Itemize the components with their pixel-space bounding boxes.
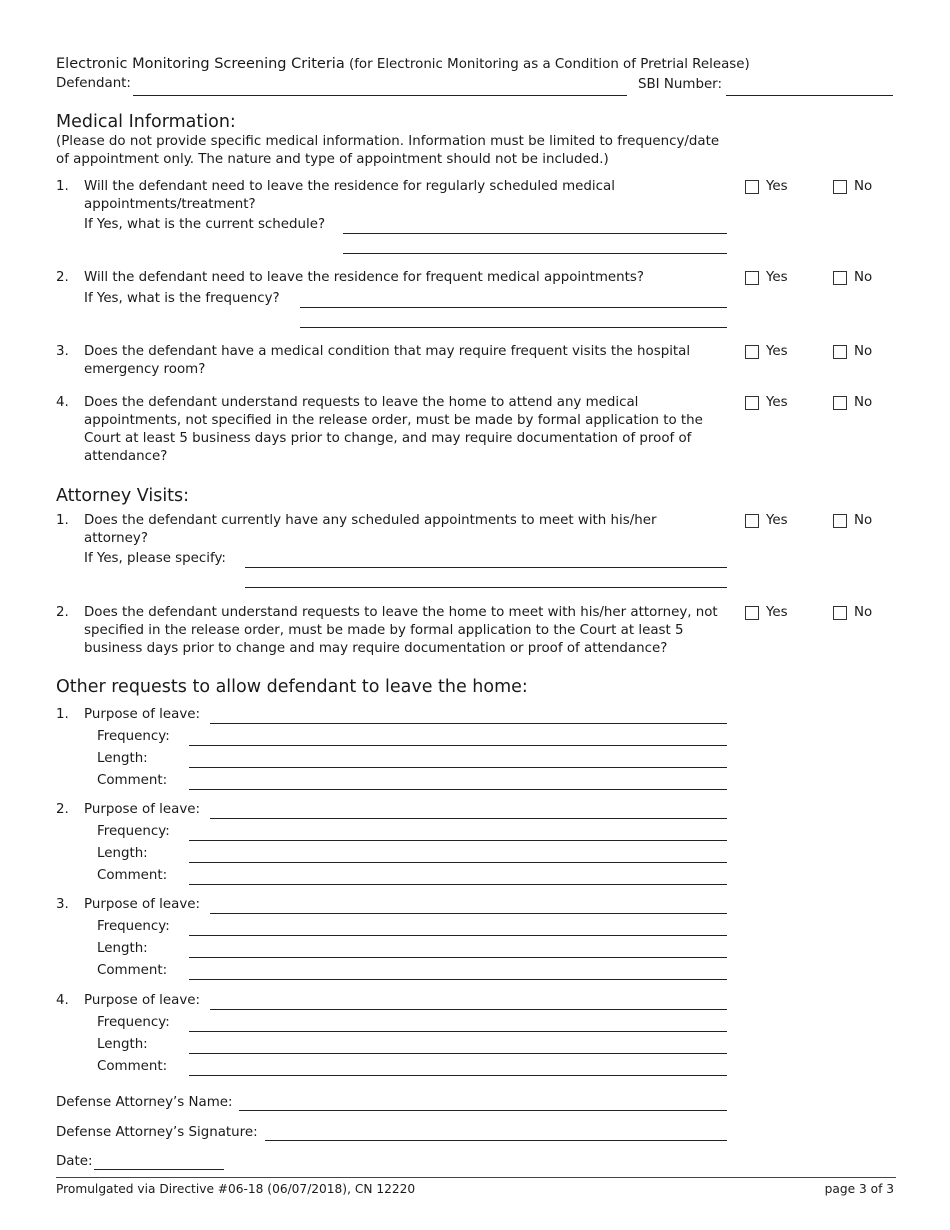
medical-q3-text: Does the defendant have a medical condition that may require frequent visits the hospital emergency room?	[84, 344, 691, 377]
medical-q2-text: Will the defendant need to leave the residence for frequent medical appointments?	[84, 270, 644, 285]
request-3-purpose-field[interactable]	[210, 913, 727, 914]
attorney-name-label: Defense Attorney’s Name:	[56, 1095, 233, 1110]
request-3-length-label: Length:	[97, 941, 148, 956]
request-1-comment-label: Comment:	[97, 773, 168, 788]
medical-q2-follow-field-2[interactable]	[300, 327, 727, 328]
attorney-q2-number: 2.	[56, 605, 69, 620]
medical-q3-yes-label: Yes	[766, 344, 788, 359]
medical-q1-no-label: No	[854, 179, 873, 194]
request-1-comment-field[interactable]	[189, 789, 727, 790]
date-field[interactable]	[94, 1169, 224, 1170]
medical-q1-yes-label: Yes	[766, 179, 788, 194]
medical-q4-number: 4.	[56, 395, 69, 410]
footer-directive: Promulgated via Directive #06-18 (06/07/2018), CN 12220	[56, 1182, 416, 1196]
medical-q4-no-label: No	[854, 395, 873, 410]
request-4-length-label: Length:	[97, 1037, 148, 1052]
medical-heading: Medical Information:	[56, 112, 236, 132]
medical-q4-yes-checkbox[interactable]	[745, 396, 759, 410]
request-3-comment-label: Comment:	[97, 963, 168, 978]
request-1-number: 1.	[56, 707, 69, 722]
defendant-field[interactable]	[133, 95, 627, 96]
request-4-frequency-label: Frequency:	[97, 1015, 170, 1030]
attorney-q2-yes-label: Yes	[766, 605, 788, 620]
medical-q1-follow-label: If Yes, what is the current schedule?	[84, 217, 326, 232]
medical-q4-yes-label: Yes	[766, 395, 788, 410]
sbi-number-label: SBI Number:	[638, 77, 722, 92]
medical-q1-number: 1.	[56, 179, 69, 194]
request-1-purpose-field[interactable]	[210, 723, 727, 724]
medical-q1-no-checkbox[interactable]	[833, 180, 847, 194]
request-3-frequency-label: Frequency:	[97, 919, 170, 934]
request-2-length-field[interactable]	[189, 862, 727, 863]
attorney-q2-text: Does the defendant understand requests to leave the home to meet with his/her attorney, not specified in the release order, must be made by formal application to the Court at least 5 business days prior to change and may require documentation or proof of attendance?	[84, 605, 718, 656]
sbi-number-field[interactable]	[726, 95, 893, 96]
form-title	[56, 55, 750, 74]
request-4-frequency-field[interactable]	[189, 1031, 727, 1032]
medical-q3-number: 3.	[56, 344, 69, 359]
medical-q3-no-label: No	[854, 344, 873, 359]
request-1-purpose-label: Purpose of leave:	[84, 707, 200, 722]
request-2-purpose-label: Purpose of leave:	[84, 802, 200, 817]
attorney-q1-no-label: No	[854, 513, 873, 528]
request-3-length-field[interactable]	[189, 957, 727, 958]
request-3-frequency-field[interactable]	[189, 935, 727, 936]
attorney-heading: Attorney Visits:	[56, 486, 190, 506]
medical-q2-follow-label: If Yes, what is the frequency?	[84, 291, 280, 306]
request-4-comment-label: Comment:	[97, 1059, 168, 1074]
attorney-signature-field[interactable]	[265, 1140, 727, 1141]
request-3-number: 3.	[56, 897, 69, 912]
request-4-length-field[interactable]	[189, 1053, 727, 1054]
form-title-text: Electronic Monitoring Screening Criteria	[56, 56, 345, 72]
form-title-note: (for Electronic Monitoring as a Condition of Pretrial Release)	[348, 57, 750, 72]
footer-page-number: page 3 of 3	[824, 1182, 894, 1196]
request-2-number: 2.	[56, 802, 69, 817]
request-2-frequency-label: Frequency:	[97, 824, 170, 839]
request-2-comment-label: Comment:	[97, 868, 168, 883]
medical-note: (Please do not provide specific medical information. Information must be limited to frequency/date of appointment only. The nature and type of appointment should not be included.)	[56, 134, 720, 167]
attorney-q1-yes-checkbox[interactable]	[745, 514, 759, 528]
attorney-q2-yes-checkbox[interactable]	[745, 606, 759, 620]
request-4-comment-field[interactable]	[189, 1075, 727, 1076]
attorney-q2-no-label: No	[854, 605, 873, 620]
medical-q1-follow-field-2[interactable]	[343, 253, 727, 254]
medical-q1-text: Will the defendant need to leave the residence for regularly scheduled medical appointments/treatment?	[84, 179, 615, 212]
request-2-comment-field[interactable]	[189, 884, 727, 885]
attorney-q1-follow-field-2[interactable]	[245, 587, 727, 588]
attorney-q1-yes-label: Yes	[766, 513, 788, 528]
request-1-length-field[interactable]	[189, 767, 727, 768]
attorney-q1-text: Does the defendant currently have any scheduled appointments to meet with his/her attorney?	[84, 513, 657, 546]
attorney-q2-no-checkbox[interactable]	[833, 606, 847, 620]
request-3-purpose-label: Purpose of leave:	[84, 897, 200, 912]
other-requests-heading: Other requests to allow defendant to leave the home:	[56, 677, 528, 697]
request-4-purpose-label: Purpose of leave:	[84, 993, 200, 1008]
medical-q2-follow-field[interactable]	[300, 307, 727, 308]
medical-q2-no-checkbox[interactable]	[833, 271, 847, 285]
request-1-frequency-field[interactable]	[189, 745, 727, 746]
request-2-length-label: Length:	[97, 846, 148, 861]
request-3-comment-field[interactable]	[189, 979, 727, 980]
request-2-purpose-field[interactable]	[210, 818, 727, 819]
attorney-q1-no-checkbox[interactable]	[833, 514, 847, 528]
medical-q4-no-checkbox[interactable]	[833, 396, 847, 410]
attorney-name-field[interactable]	[239, 1110, 727, 1111]
medical-q1-yes-checkbox[interactable]	[745, 180, 759, 194]
medical-q3-no-checkbox[interactable]	[833, 345, 847, 359]
date-label: Date:	[56, 1154, 93, 1169]
attorney-q1-follow-label: If Yes, please specify:	[84, 551, 226, 566]
footer-rule	[56, 1177, 896, 1178]
medical-q3-yes-checkbox[interactable]	[745, 345, 759, 359]
defendant-label: Defendant:	[56, 76, 131, 91]
attorney-signature-label: Defense Attorney’s Signature:	[56, 1125, 258, 1140]
attorney-q1-number: 1.	[56, 513, 69, 528]
request-2-frequency-field[interactable]	[189, 840, 727, 841]
request-4-purpose-field[interactable]	[210, 1009, 727, 1010]
medical-q2-yes-checkbox[interactable]	[745, 271, 759, 285]
request-4-number: 4.	[56, 993, 69, 1008]
request-1-frequency-label: Frequency:	[97, 729, 170, 744]
medical-q2-yes-label: Yes	[766, 270, 788, 285]
medical-q1-follow-field[interactable]	[343, 233, 727, 234]
request-1-length-label: Length:	[97, 751, 148, 766]
attorney-q1-follow-field[interactable]	[245, 567, 727, 568]
medical-q2-no-label: No	[854, 270, 873, 285]
medical-q2-number: 2.	[56, 270, 69, 285]
medical-q4-text: Does the defendant understand requests to leave the home to attend any medical appointments, not specified in the release order, must be made by formal application to the Court at least 5 business days prior to change, and may require documentation of proof of attendance?	[84, 395, 703, 464]
